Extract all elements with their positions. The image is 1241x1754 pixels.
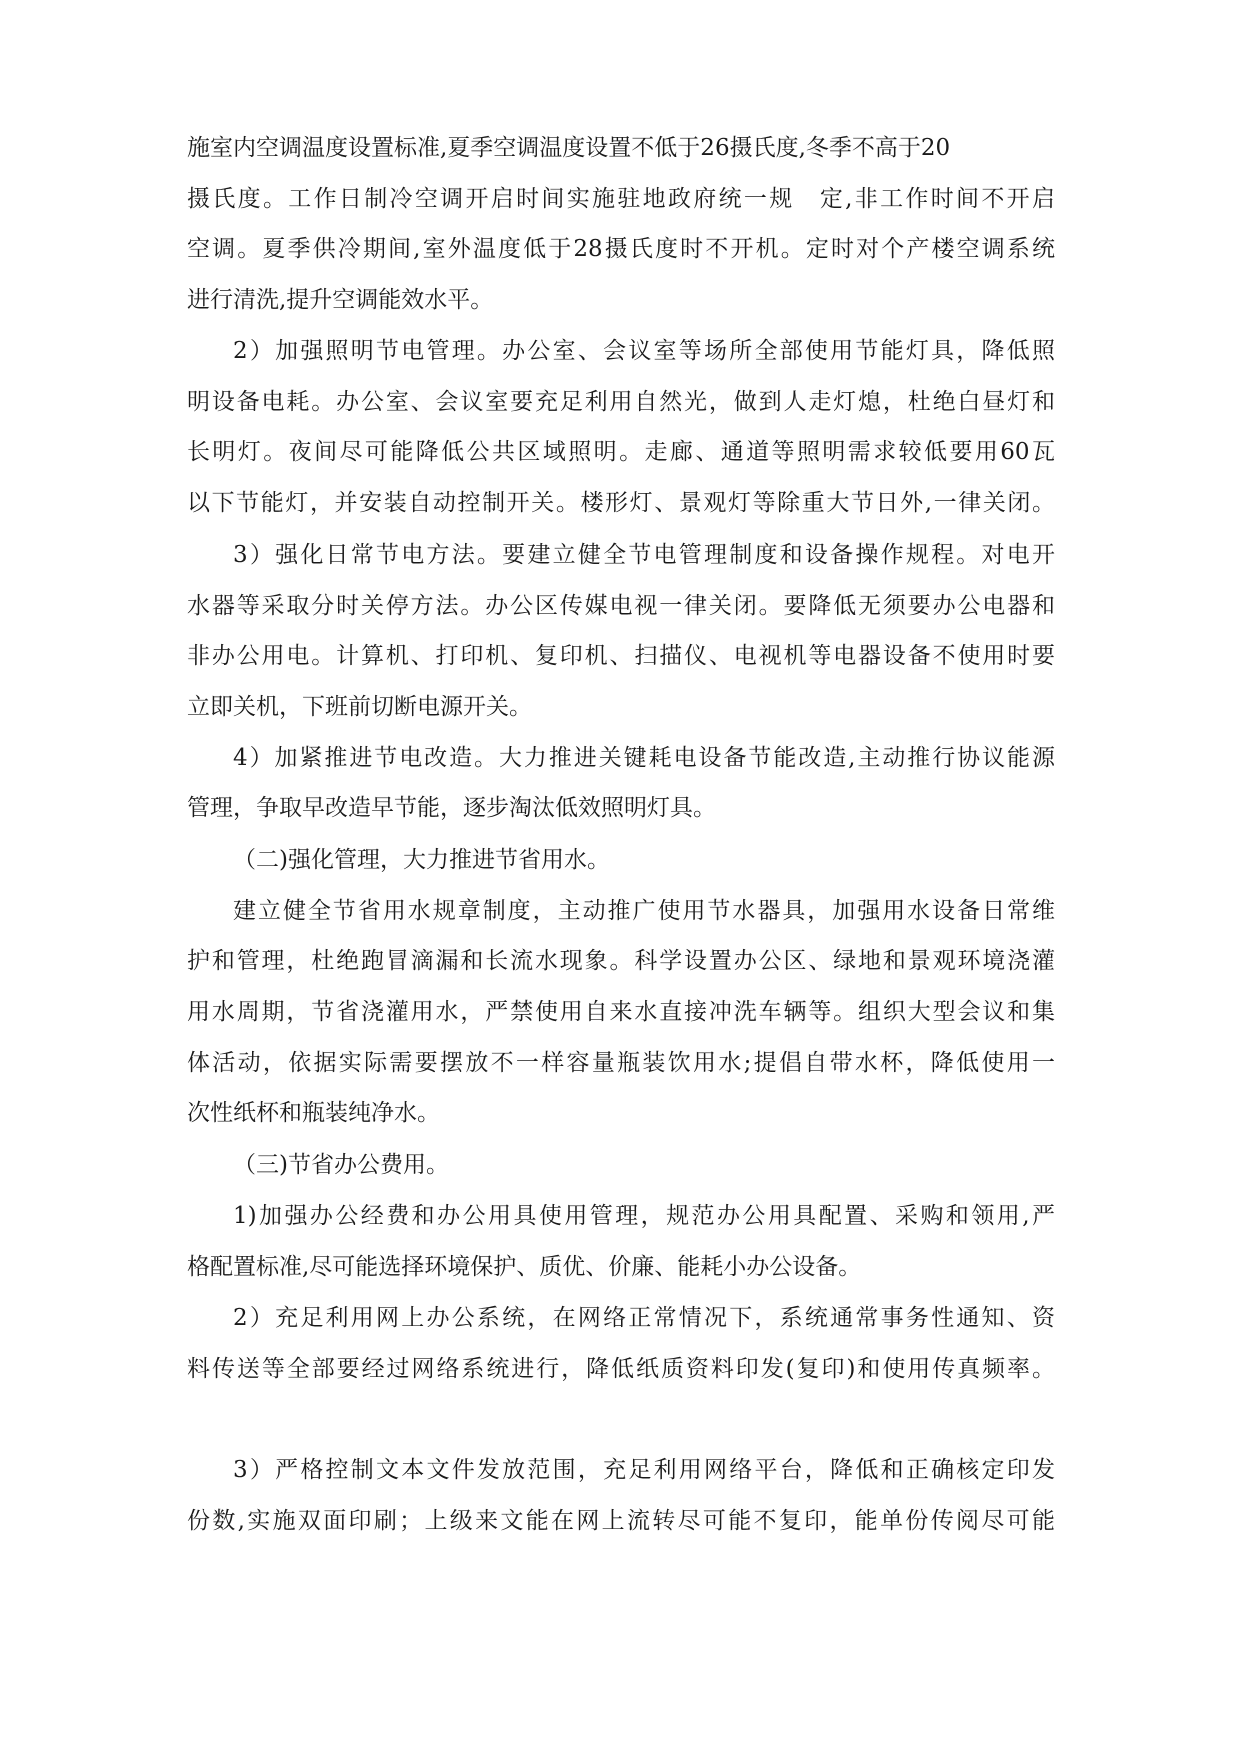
text-line: 1)加强办公经费和办公用具使用管理，规范办公用具配置、采购和领用,严 [233, 1203, 1055, 1229]
text-line: 管理，争取早改造早节能，逐步淘汰低效照明灯具。 [187, 795, 716, 821]
text-line: 进行清洗,提升空调能效水平。 [187, 287, 494, 313]
text-line: 施室内空调温度设置标准,夏季空调温度设置不低于26摄氏度,冬季不高于20 [187, 135, 951, 161]
text-line: 立即关机，下班前切断电源开关。 [187, 694, 532, 720]
text-line: 非办公用电。计算机、打印机、复印机、扫描仪、电视机等电器设备不使用时要 [187, 643, 1055, 669]
text-line: 空调。夏季供冷期间,室外温度低于28摄氏度时不开机。定时对个产楼空调系统 [187, 236, 1055, 262]
text-line: 体活动，依据实际需要摆放不一样容量瓶装饮用水;提倡自带水杯，降低使用一 [187, 1050, 1055, 1076]
text-line: 长明灯。夜间尽可能降低公共区域照明。走廊、通道等照明需求较低要用60瓦 [187, 439, 1055, 465]
text-line: 水器等采取分时关停方法。办公区传媒电视一律关闭。要降低无须要办公电器和 [187, 593, 1055, 619]
text-line: 2）加强照明节电管理。办公室、会议室等场所全部使用节能灯具，降低照 [233, 338, 1055, 364]
text-line: 料传送等全部要经过网络系统进行，降低纸质资料印发(复印)和使用传真频率。 [187, 1356, 1055, 1382]
text-line: 用水周期，节省浇灌用水，严禁使用自来水直接冲洗车辆等。组织大型会议和集 [187, 999, 1055, 1025]
text-line: 以下节能灯，并安装自动控制开关。楼形灯、景观灯等除重大节日外,一律关闭。 [187, 490, 1055, 516]
section-heading: （二)强化管理，大力推进节省用水。 [233, 847, 610, 873]
text-line: 摄氏度。工作日制冷空调开启时间实施驻地政府统一规 定,非工作时间不开启 [187, 186, 1055, 212]
section-heading: （三)节省办公费用。 [233, 1152, 449, 1178]
text-line: 明设备电耗。办公室、会议室要充足利用自然光，做到人走灯熄，杜绝白昼灯和 [187, 389, 1055, 415]
text-line: 建立健全节省用水规章制度，主动推广使用节水器具，加强用水设备日常维 [233, 898, 1055, 924]
text-line: 3）严格控制文本文件发放范围，充足利用网络平台，降低和正确核定印发 [233, 1457, 1055, 1483]
text-line: 3）强化日常节电方法。要建立健全节电管理制度和设备操作规程。对电开 [233, 542, 1055, 568]
text-line: 2）充足利用网上办公系统，在网络正常情况下，系统通常事务性通知、资 [233, 1305, 1055, 1331]
text-line: 4）加紧推进节电改造。大力推进关键耗电设备节能改造,主动推行协议能源 [233, 745, 1055, 771]
text-line: 次性纸杯和瓶装纯净水。 [187, 1100, 440, 1126]
text-line: 格配置标准,尽可能选择环境保护、质优、价廉、能耗小办公设备。 [187, 1254, 862, 1280]
text-line: 护和管理，杜绝跑冒滴漏和长流水现象。科学设置办公区、绿地和景观环境浇灌 [187, 948, 1055, 974]
text-line: 份数,实施双面印刷；上级来文能在网上流转尽可能不复印，能单份传阅尽可能 [187, 1508, 1055, 1534]
